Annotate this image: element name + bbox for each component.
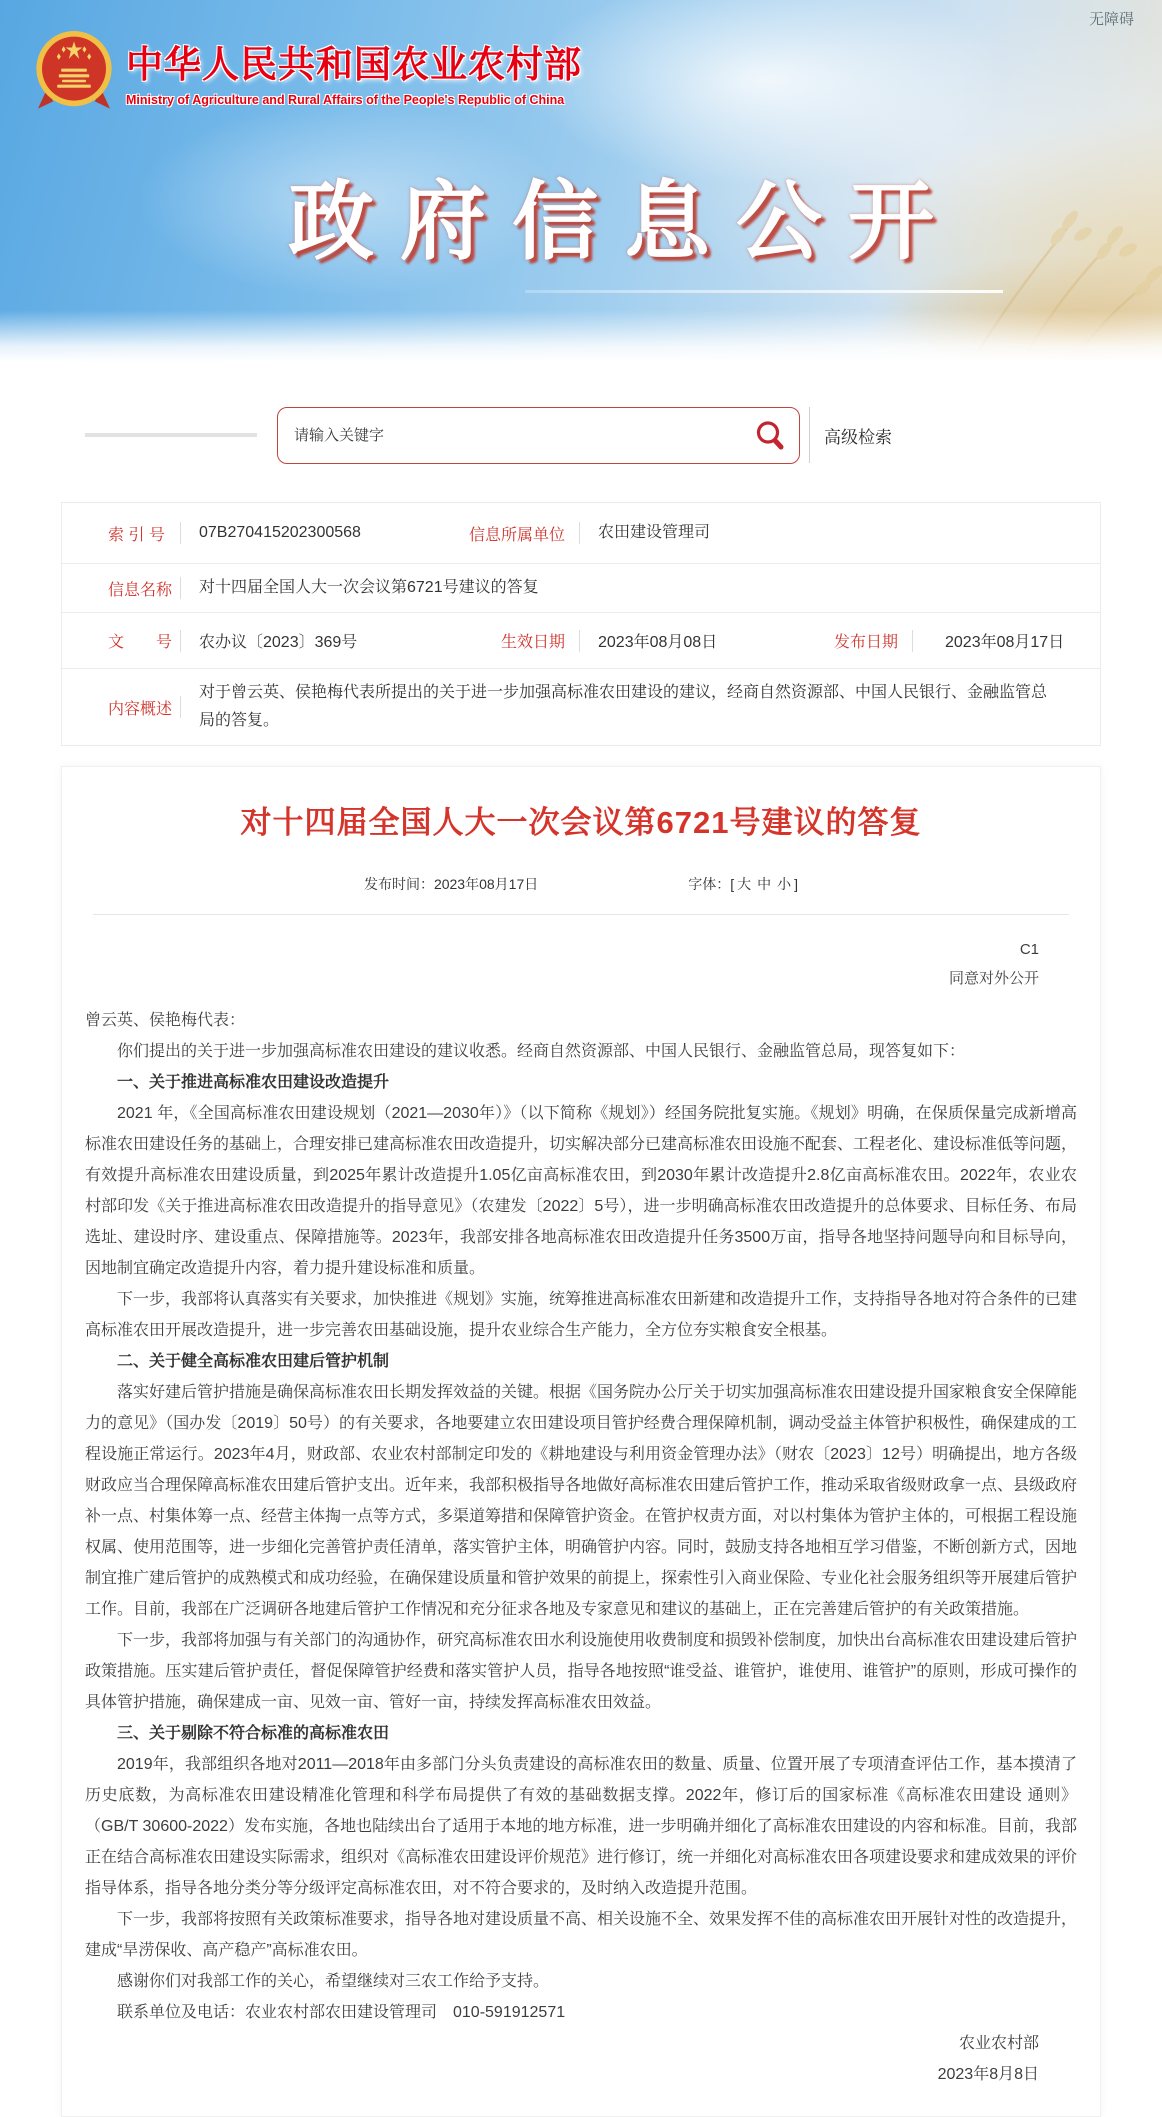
document-divider: [93, 914, 1069, 915]
doc-paragraph: 下一步，我部将认真落实有关要求，加快推进《规划》实施，统筹推进高标准农田新建和改造提升工作，支持指导各地对符合条件的已建高标准农田开展改造提升，进一步完善农田基础设施，提升农业综合生产能力，全方位夯实粮食安全根基。: [85, 1291, 1078, 1339]
doc-paragraph: 落实好建后管护措施是确保高标准农田长期发挥效益的关键。根据《国务院办公厅关于切实加强高标准农田建设提升国家粮食安全保障能力的意见》（国办发〔2019〕50号）的有关要求，各地要建立农田建设项目管护经费合理保障机制，调动受益主体管护积极性，确保建成的工程设施正常运行。2023年4月，财政部、农业农村部制定印发的《耕地建设与利用资金管理办法》（财农〔2023〕12号）明确提出，地方各级财政应当合理保障高标准农田建后管护支出。近年来，我部积极指导各地做好高标准农田建后管护工作，推动采取省级财政拿一点、县级政府补一点、村集体筹一点、经营主体掏一点等方式，多渠道筹措和保障管护资金。在管护权责方面，对以村集体为管护主体的，可根据工程设施权属、使用范围等，进一步细化完善管护责任清单，落实管护主体，明确管护内容。同时，鼓励支持各地相互学习借鉴，不断创新方式，因地制宜推广建后管护的成熟模式和成功经验，在确保建设质量和管护效果的前提上，探索性引入商业保险、专业化社会服务组织等开展建后管护工作。目前，我部在广泛调研各地建后管护工作情况和充分征求各地及专家意见和建议的基础上，正在完善建后管护的有关政策措施。: [85, 1384, 1078, 1618]
signature-date: 2023年8月8日: [937, 2066, 1039, 2083]
index-number-label: 索 引 号: [108, 526, 165, 544]
document-panel: [61, 766, 1101, 2117]
summary-label: 内容概述: [108, 700, 173, 718]
table-row-name: [62, 563, 1100, 612]
contact-info: 联系单位及电话：农业农村部农田建设管理司 010-591912571: [117, 2004, 566, 2021]
bracket-close: ]: [794, 876, 799, 892]
doc-number-value: 农办议〔2023〕369号: [199, 634, 358, 651]
page-title: 政府信息公开: [288, 174, 960, 270]
accessibility-link[interactable]: 无障碍: [1088, 11, 1134, 28]
search-divider: [809, 407, 810, 463]
document-meta: [85, 874, 1077, 894]
effective-date-label: 生效日期: [500, 634, 565, 651]
advanced-search-link[interactable]: 高级检索: [824, 427, 892, 447]
document-publish-date: 发布时间：2023年08月17日: [363, 876, 539, 892]
font-size-large-button[interactable]: 大: [737, 876, 752, 892]
info-unit-value: 农田建设管理司: [598, 524, 711, 541]
bracket-open: [: [730, 876, 735, 892]
summary-value: 对于曾云英、侯艳梅代表所提出的关于进一步加强高标准农田建设的建议，经商自然资源部、中国人民银行、金融监管总局的答复。: [199, 684, 1048, 729]
section-heading-1: 一、关于推进高标准农田建设改造提升: [117, 1074, 390, 1091]
document-title: 对十四届全国人大一次会议第6721号建议的答复: [240, 805, 922, 840]
document-classification-block: [85, 935, 1077, 993]
section-heading-3: 三、关于剔除不符合标准的高标准农田: [117, 1725, 390, 1742]
table-row-index: [62, 503, 1100, 563]
info-unit-label: 信息所属单位: [468, 526, 565, 544]
search-box: [277, 407, 800, 464]
signature-org: 农业农村部: [958, 2035, 1039, 2052]
publish-date-value: 2023年08月17日: [945, 634, 1065, 651]
doc-paragraph: 感谢你们对我部工作的关心，希望继续对三农工作给予支持。: [117, 1973, 550, 1990]
ministry-name-en: Ministry of Agriculture and Rural Affairs of the People's Republic of China: [126, 93, 565, 107]
content-column: [61, 406, 1101, 2117]
salutation: 曾云英、侯艳梅代表：: [85, 1012, 246, 1029]
info-name-label: 信息名称: [108, 581, 173, 599]
doc-paragraph: 下一步，我部将加强与有关部门的沟通协作，研究高标准农田水利设施使用收费制度和损毁补偿制度，加快出台高标准农田建设建后管护政策措施。压实建后管护责任，督促保障管护经费和落实管护人员，指导各地按照“谁受益、谁管护，谁使用、谁管护”的原则，形成可操作的具体管护措施，确保建成一亩、见效一亩、管好一亩，持续发挥高标准农田效益。: [85, 1632, 1078, 1711]
banner-underline: [525, 290, 1003, 293]
doc-number-label: 文 号: [108, 634, 173, 651]
info-name-value: 对十四届全国人大一次会议第6721号建议的答复: [199, 579, 539, 596]
search-button[interactable]: [741, 408, 799, 463]
doc-paragraph: 2019年，我部组织各地对2011—2018年由多部门分头负责建设的高标准农田的数量、质量、位置开展了专项清查评估工作，基本摸清了历史底数，为高标准农田建设精准化管理和科学布局提供了有效的基础数据支撑。2022年，修订后的国家标准《高标准农田建设 通则》（GB/T 30600-2022）发布实施，各地也陆续出台了适用于本地的地方标准，进一步明确并细化了高标准农田建设的内容和标准。目前，我部正在结合高标准农田建设实际需求，组织对《高标准农田建设评价规范》进行修订，统一并细化对高标准农田各项建设要求和建成效果的评价指导体系，指导各地分类分等分级评定高标准农田，对不符合要求的，及时纳入改造提升范围。: [85, 1756, 1078, 1897]
national-emblem-icon: [34, 28, 114, 114]
effective-date-value: 2023年08月08日: [598, 634, 718, 651]
public-disclosure-note: 同意对外公开: [948, 970, 1039, 987]
doc-paragraph: 下一步，我部将按照有关政策标准要求，指导各地对建设质量不高、相关设施不全、效果发挥不佳的高标准农田开展针对性的改造提升，建成“旱涝保收、高产稳产”高标准农田。: [85, 1911, 1078, 1959]
search-icon: [754, 419, 786, 451]
decorative-line: [85, 433, 257, 437]
publish-date-label: 发布日期: [833, 634, 898, 651]
info-table: [61, 502, 1101, 746]
document-body: [85, 1005, 1077, 2090]
page-banner: [0, 0, 1162, 362]
font-size-label: 字体：: [688, 876, 731, 892]
search-input[interactable]: [278, 427, 741, 444]
ministry-logo-link[interactable]: [34, 28, 582, 114]
table-row-docnumber: [62, 612, 1100, 668]
search-row: [61, 406, 1101, 464]
font-size-small-button[interactable]: 小: [777, 876, 792, 892]
font-size-control: [688, 874, 798, 894]
doc-paragraph: 你们提出的关于进一步加强高标准农田建设的建议收悉。经商自然资源部、中国人民银行、金融监管总局，现答复如下：: [117, 1043, 966, 1060]
ministry-name: 中华人民共和国农业农村部: [126, 44, 582, 85]
doc-code: C1: [1019, 941, 1039, 958]
table-row-summary: [62, 668, 1100, 745]
doc-paragraph: 2021 年，《全国高标准农田建设规划（2021—2030年）》（以下简称《规划》）经国务院批复实施。《规划》明确，在保质保量完成新增高标准农田建设任务的基础上，合理安排已建高标准农田改造提升，切实解决部分已建高标准农田设施不配套、工程老化、建设标准低等问题，有效提升高标准农田建设质量，到2025年累计改造提升1.05亿亩高标准农田，到2030年累计改造提升2.8亿亩高标准农田。2022年，农业农村部印发《关于推进高标准农田改造提升的指导意见》（农建发〔2022〕5号），进一步明确高标准农田改造提升的总体要求、目标任务、布局选址、建设时序、建设重点、保障措施等。2023年，我部安排各地高标准农田改造提升任务3500万亩，指导各地坚持问题导向和目标导向，因地制宜确定改造提升内容，着力提升建设标准和质量。: [85, 1105, 1078, 1277]
index-number-value: 07B270415202300568: [199, 524, 361, 541]
font-size-medium-button[interactable]: 中: [757, 876, 772, 892]
section-heading-2: 二、关于健全高标准农田建后管护机制: [117, 1353, 390, 1370]
